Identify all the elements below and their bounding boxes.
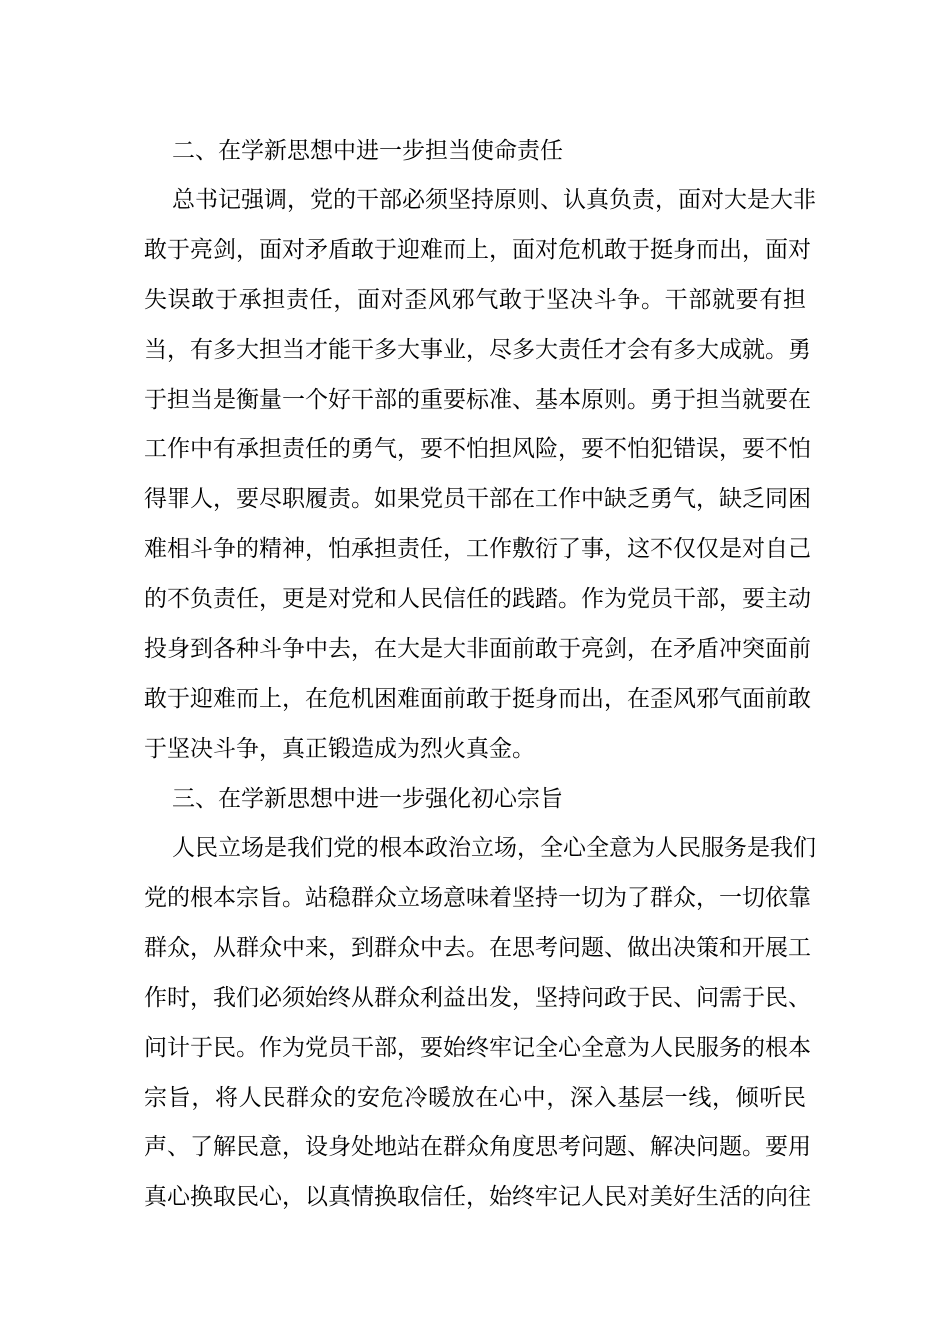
section-heading-2: 二、在学新思想中进一步担当使命责任 [172, 138, 563, 164]
paragraph-line: 真心换取民心，以真情换取信任，始终牢记人民对美好生活的向往 [144, 1184, 811, 1210]
paragraph-line: 敢于迎难而上，在危机困难面前敢于挺身而出，在歪风邪气面前敢 [144, 686, 811, 712]
paragraph-line: 问计于民。作为党员干部，要始终牢记全心全意为人民服务的根本 [144, 1035, 811, 1061]
paragraph-line: 得罪人，要尽职履责。如果党员干部在工作中缺乏勇气，缺乏同困 [144, 486, 811, 512]
paragraph-line: 声、了解民意，设身处地站在群众角度思考问题、解决问题。要用 [144, 1134, 811, 1160]
paragraph-line: 难相斗争的精神，怕承担责任，工作敷衍了事，这不仅仅是对自己 [144, 536, 811, 562]
paragraph-line: 党的根本宗旨。站稳群众立场意味着坚持一切为了群众，一切依靠 [144, 885, 811, 911]
paragraph-line: 工作中有承担责任的勇气，要不怕担风险，要不怕犯错误，要不怕 [144, 436, 811, 462]
paragraph-line: 总书记强调，党的干部必须坚持原则、认真负责，面对大是大非 [172, 187, 816, 213]
paragraph-line: 投身到各种斗争中去，在大是大非面前敢于亮剑，在矛盾冲突面前 [144, 636, 811, 662]
paragraph-line: 人民立场是我们党的根本政治立场，全心全意为人民服务是我们 [172, 835, 816, 861]
paragraph-line: 作时，我们必须始终从群众利益出发，坚持问政于民、问需于民、 [144, 985, 811, 1011]
paragraph-line: 当，有多大担当才能干多大事业，尽多大责任才会有多大成就。勇 [144, 337, 811, 363]
paragraph-line: 的不负责任，更是对党和人民信任的践踏。作为党员干部，要主动 [144, 586, 811, 612]
paragraph-line: 于坚决斗争，真正锻造成为烈火真金。 [144, 736, 535, 762]
paragraph-line: 于担当是衡量一个好干部的重要标准、基本原则。勇于担当就要在 [144, 387, 811, 413]
section-heading-3: 三、在学新思想中进一步强化初心宗旨 [172, 786, 563, 812]
paragraph-line: 宗旨，将人民群众的安危冷暖放在心中，深入基层一线，倾听民 [144, 1085, 806, 1111]
paragraph-line: 敢于亮剑，面对矛盾敢于迎难而上，面对危机敢于挺身而出，面对 [144, 237, 811, 263]
paragraph-line: 失误敢于承担责任，面对歪风邪气敢于坚决斗争。干部就要有担 [144, 287, 806, 313]
paragraph-line: 群众，从群众中来，到群众中去。在思考问题、做出决策和开展工 [144, 935, 811, 961]
